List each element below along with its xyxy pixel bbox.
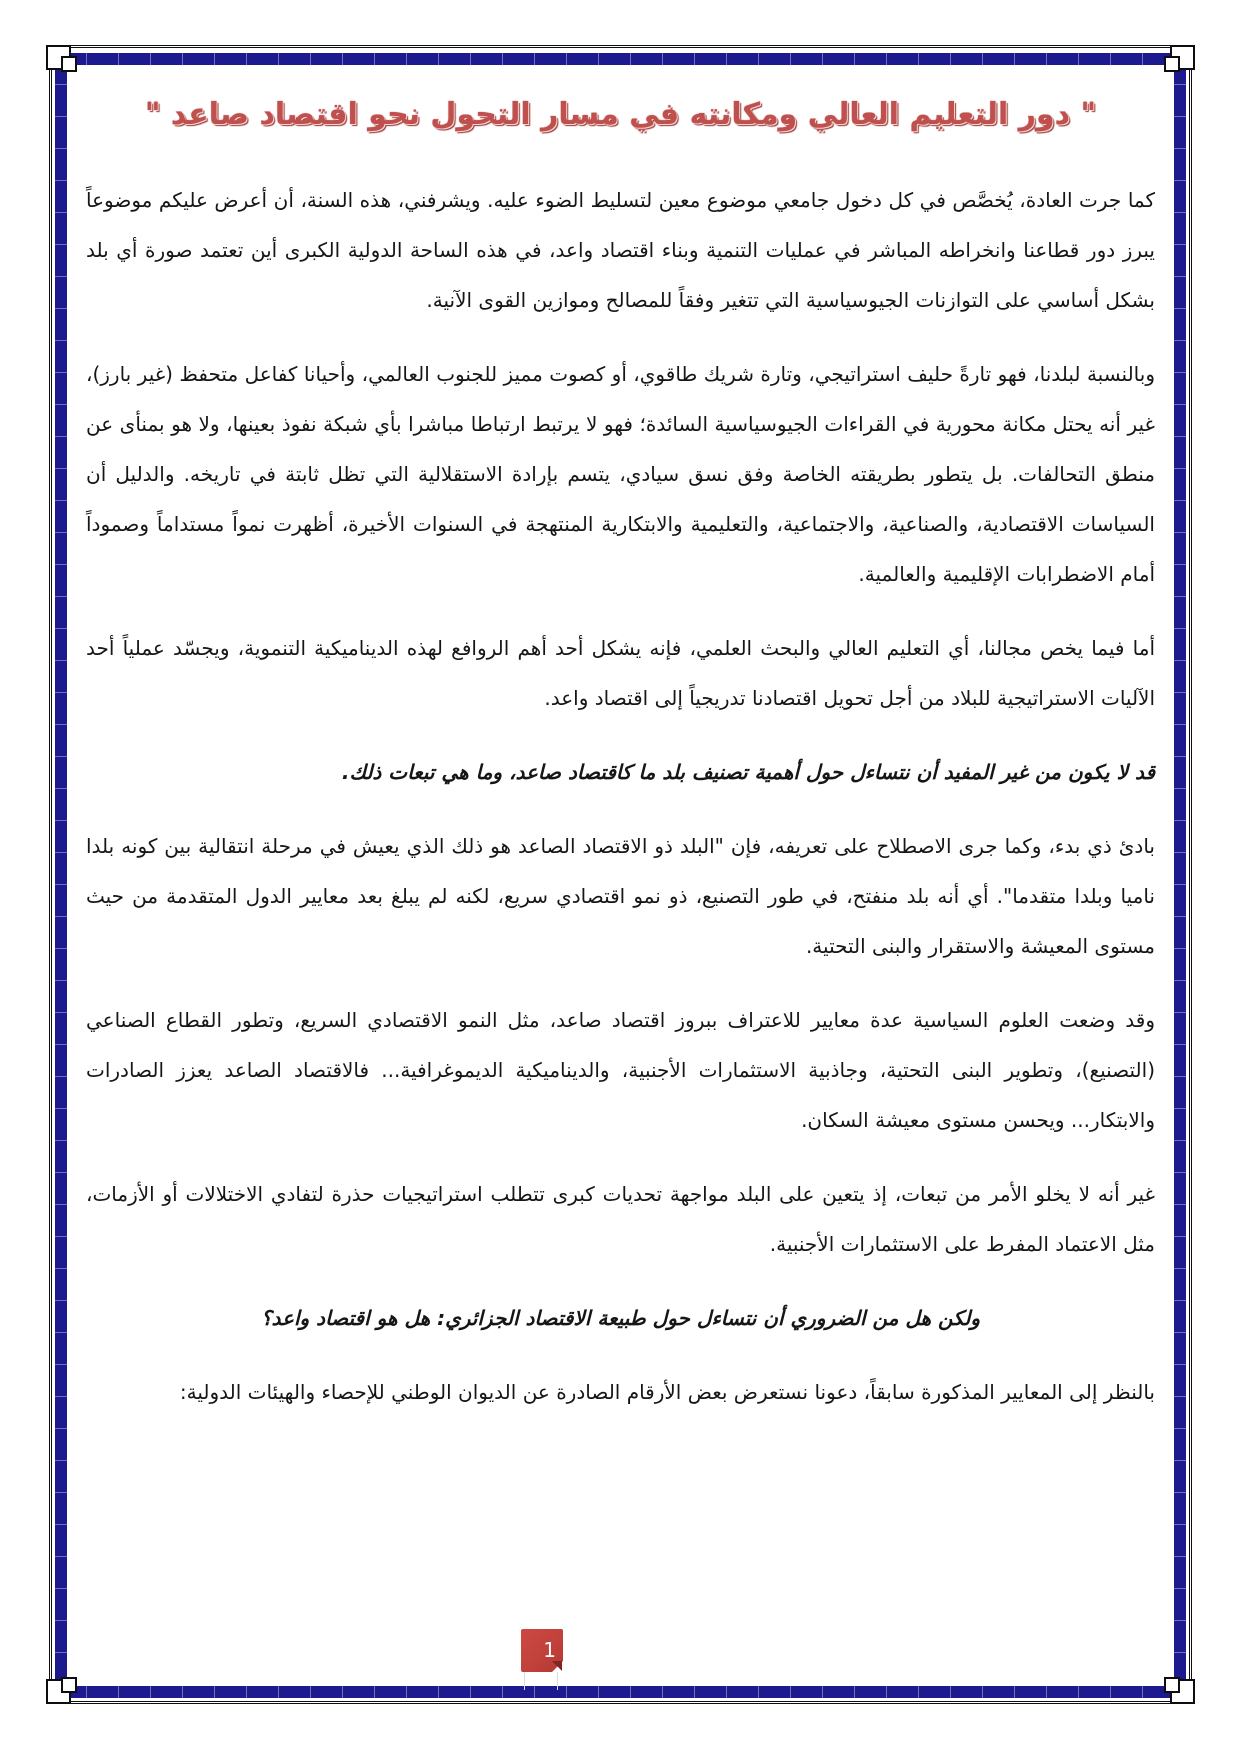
page-number-ribbon-line <box>524 1672 525 1690</box>
folded-corner-icon <box>552 1661 563 1672</box>
paragraph: غير أنه لا يخلو الأمر من تبعات، إذ يتعين على البلد مواجهة تحديات كبرى تتطلب استراتيجيات حذرة لتفادي الاختلالات أو الأزمات، مثل الاعتماد المفرط على الاستثمارات الأجنبية. <box>86 1182 1155 1256</box>
paragraph: وقد وضعت العلوم السياسية عدة معايير للاعتراف ببروز اقتصاد صاعد، مثل النمو الاقتصادي السريع، وتطور القطاع الصناعي (التصنيع)، وتطوير البنى التحتية، وجاذبية الاستثمارات الأجنبية، والديناميكية الديموغرافية... فالاقتصاد الصاعد يعزز الصادرات والابتكار... ويحسن مستوى معيشة السكان. <box>86 1008 1155 1132</box>
border-corner-ornament <box>1157 1668 1195 1706</box>
border-corner-ornament <box>1157 43 1195 81</box>
body-paragraphs <box>86 175 1155 1417</box>
border-corner-ornament <box>46 43 84 81</box>
page-border-band-left <box>55 53 67 1698</box>
document-content <box>86 92 1155 1441</box>
paragraph: بادئ ذي بدء، وكما جرى الاصطلاح على تعريفه، فإن "البلد ذو الاقتصاد الصاعد هو ذلك الذي يعيش في مرحلة انتقالية بين كونه بلدا ناميا وبلدا متقدما". أي أنه بلد منفتح، في طور التصنيع، ذو نمو اقتصادي سريع، لكنه لم يبلغ بعد معايير الدول المتقدمة من حيث مستوى المعيشة والاستقرار والبنى التحتية. <box>86 834 1155 958</box>
page-number: 1 <box>543 1638 556 1662</box>
page-border-band-right <box>1174 53 1186 1698</box>
page-number-footer <box>521 1629 563 1689</box>
paragraph: بالنظر إلى المعايير المذكورة سابقاً، دعونا نستعرض بعض الأرقام الصادرة عن الديوان الوطني للإحصاء والهيئات الدولية: <box>179 1380 1155 1404</box>
page-border-band-bottom <box>55 1686 1186 1698</box>
page-title: " دور التعليم العالي ومكانته في مسار التحول نحو اقتصاد صاعد " <box>144 97 1097 132</box>
page-number-ribbon-line <box>557 1672 558 1690</box>
paragraph: أما فيما يخص مجالنا، أي التعليم العالي والبحث العلمي، فإنه يشكل أحد أهم الروافع لهذه الديناميكية التنموية، ويجسّد عملياً أحد الآليات الاستراتيجية للبلاد من أجل تحويل اقتصادنا تدريجياً إلى اقتصاد واعد. <box>86 636 1155 710</box>
paragraph: قد لا يكون من غير المفيد أن نتساءل حول أهمية تصنيف بلد ما كاقتصاد صاعد، وما هي تبعات ذلك. <box>341 760 1155 784</box>
page-border-band-top <box>55 53 1186 65</box>
page-number-badge <box>521 1629 563 1672</box>
paragraph: ولكن هل من الضروري أن نتساءل حول طبيعة الاقتصاد الجزائري: هل هو اقتصاد واعد؟ <box>260 1306 981 1330</box>
paragraph: كما جرت العادة، يُخصَّص في كل دخول جامعي موضوع معين لتسليط الضوء عليه. ويشرفني، هذه السنة، أن أعرض عليكم موضوعاً يبرز دور قطاعنا وانخراطه المباشر في عمليات التنمية وبناء اقتصاد واعد، في هذه الساحة الدولية الكبرى أين تعتمد صورة أي بلد بشكل أساسي على التوازنات الجيوسياسية التي تتغير وفقاً للمصالح وموازين القوى الآنية. <box>86 188 1155 312</box>
border-corner-ornament <box>46 1668 84 1706</box>
paragraph: وبالنسبة لبلدنا، فهو تارةً حليف استراتيجي، وتارة شريك طاقوي، أو كصوت مميز للجنوب العالمي، وأحيانا كفاعل متحفظ (غير بارز)، غير أنه يحتل مكانة محورية في القراءات الجيوسياسية السائدة؛ فهو لا يرتبط ارتباطا مباشرا بأي شبكة نفوذ بعينها، ولا هو بمنأى عن منطق التحالفات. بل يتطور بطريقته الخاصة وفق نسق سيادي، يتسم بإرادة الاستقلالية التي تظل ثابتة في تاريخه. والدليل أن السياسات الاقتصادية، والصناعية، والاجتماعية، والتعليمية والابتكارية المنتهجة في السنوات الأخيرة، أظهرت نمواً مستداماً وصموداً أمام الاضطرابات الإقليمية والعالمية. <box>86 362 1155 586</box>
